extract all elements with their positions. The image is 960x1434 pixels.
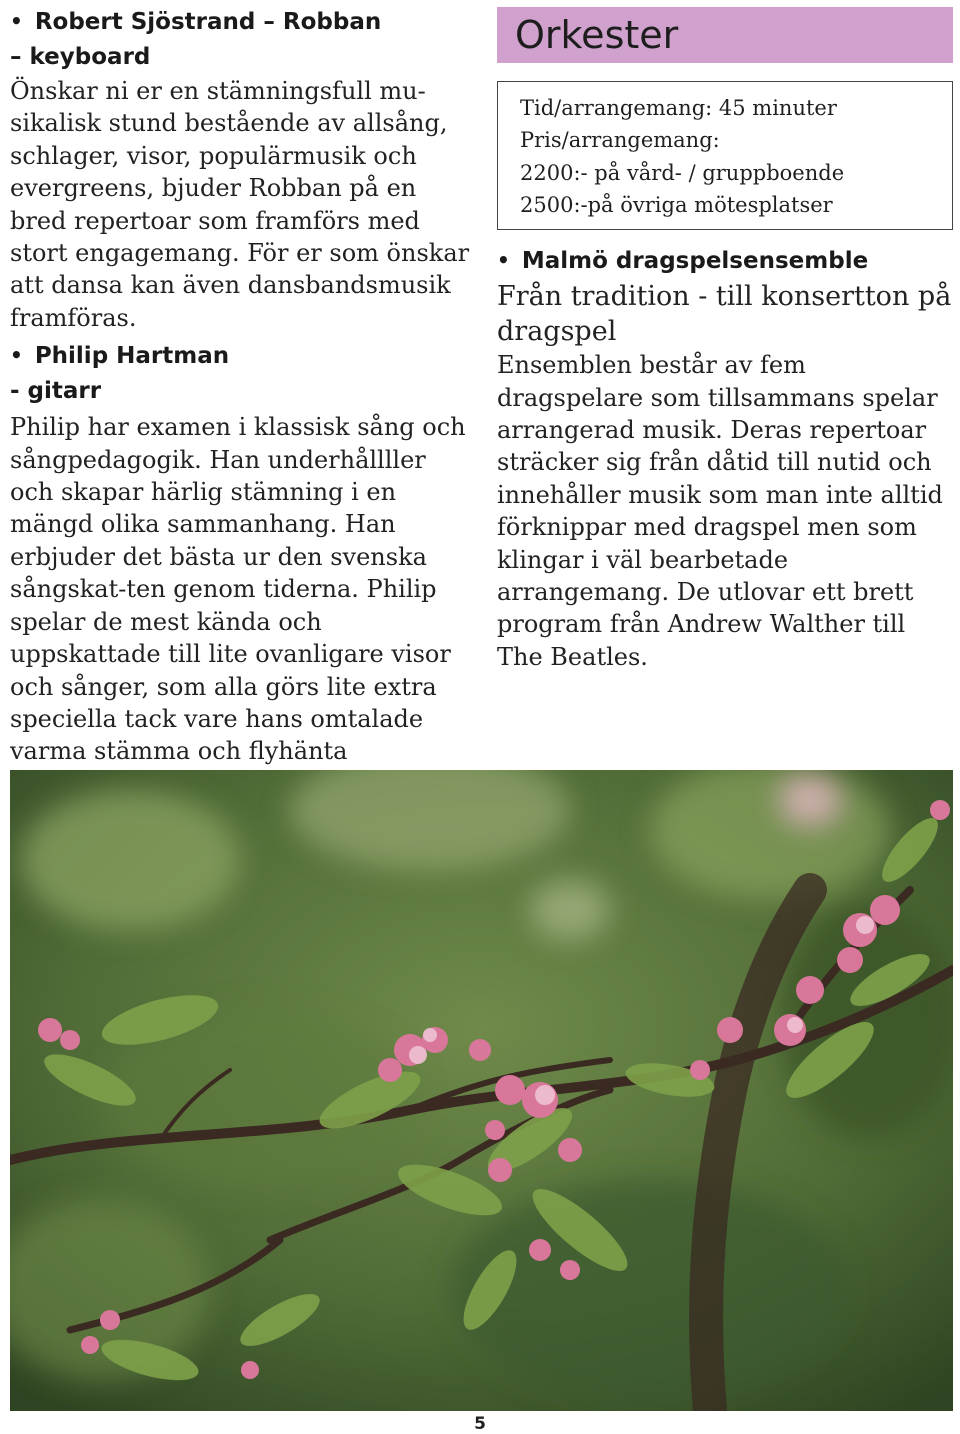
bullet-icon: • <box>497 248 510 273</box>
bullet-icon: • <box>10 9 23 33</box>
left-column <box>10 4 470 800</box>
robban-heading-line2: – keyboard <box>10 44 151 70</box>
robban-heading <box>10 4 470 75</box>
philip-text: Philip har examen i klassisk sång och sångpedagogik. Han underhållller och skapar härlig stämning i en mängd olika sammanhang. Han erbjuder det bästa ur den svenska sångskat-ten genom tiderna. Philip spelar de mest kända och uppskattade till lite ovanligare visor och sånger, som alla görs lite extra speciella tack vare hans omtalade varma stämma och flyhänta <box>10 413 466 766</box>
ensemble-section <box>497 243 953 673</box>
section-title-orkester: Orkester <box>497 7 953 63</box>
ensemble-text: Ensemblen består av fem dragspelare som tillsammans spelar arrangerad musik. Deras repertoar sträcker sig från dåtid till nutid och innehåller musik som man inte alltid förknippar med dragspel men som klingar i väl bearbetade arrangemang. De utlovar ett brett program från Andrew Walther till The Beatles. <box>497 351 943 671</box>
info-price-label: Pris/arrangemang: <box>520 128 720 153</box>
ensemble-heading <box>497 243 953 279</box>
info-price-other: 2500:-på övriga mötesplatser <box>520 192 833 217</box>
philip-heading-line1: Philip Hartman <box>34 343 230 370</box>
ensemble-heading-text: Malmö dragspelsensemble <box>521 248 869 275</box>
robban-section <box>10 4 470 334</box>
apple-blossom-photo <box>10 770 953 1411</box>
info-price-care: 2200:- på vård- / gruppboende <box>520 160 845 185</box>
philip-heading-line2: - gitarr <box>10 378 102 405</box>
robban-heading-line1: Robert Sjöstrand – Robban <box>34 9 382 35</box>
ensemble-subtitle: Från tradition - till konsertton på dragspel <box>497 281 952 348</box>
info-duration: Tid/arrangemang: 45 minuter <box>520 96 837 120</box>
bullet-icon: • <box>10 343 23 368</box>
right-column <box>497 4 953 673</box>
price-info-box <box>497 81 953 230</box>
philip-heading <box>10 338 470 409</box>
robban-text: Önskar ni er en stämningsfull mu-sikalisk stund bestående av allsång, schlager, visor, populärmusik och evergreens, bjuder Robban på en bred repertoar som framförs med stort engagemang. För er som önskar att dansa kan även dansbandsmusik framföras. <box>10 77 470 332</box>
apple-blossom-illustration <box>10 770 953 1411</box>
philip-section <box>10 338 470 800</box>
page-number: 5 <box>474 1414 486 1434</box>
